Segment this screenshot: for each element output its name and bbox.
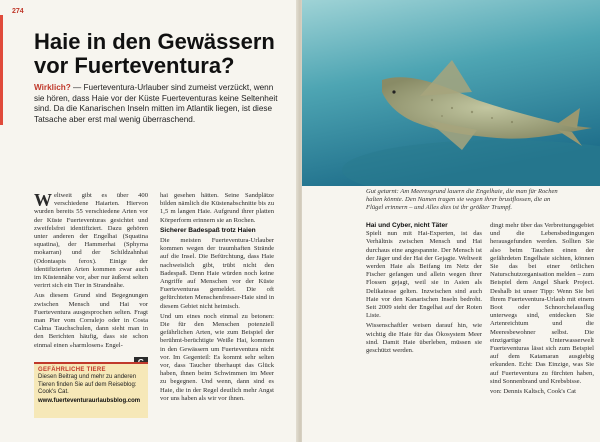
body-column-2: [160, 192, 274, 432]
body-column-3: [366, 222, 482, 432]
paragraph: Wissenschaftler weisen darauf hin, wie wichtig die Haie für das Ökosystem Meer sind. Damit Haie überleben, müssen sie geschützt werden.: [366, 322, 482, 355]
paragraph: Und um eines noch einmal zu betonen: Die für den Menschen potenziell gefährlichen Arten, wie zum Beispiel der berühmt-berüchtigte Weiße Hai, kommen in den Gewässern um Fuerteventura nicht vor. Im Gegenteil: Es kommt sehr selten vor, dass Taucher überhaupt das Glück haben, ihnen beim Schwimmen im Meer zu begegnen. Und wenn, dann sind es Haie, die in der Regel deutlich mehr Angst vor uns haben als wir vor ihnen.: [160, 312, 274, 402]
body-column-4: [490, 222, 594, 432]
author-signature: von: Dennis Kaltsch, Cook's Cat: [490, 388, 576, 396]
paragraph: Spielt nun mit Hai-Experten, ist das Verhältnis zwischen Mensch und Hai durchaus eine angespannte. Der Mensch ist der Jäger und der Hai der Gejagte. Weltweit werden Haie als Beifang im Netz der Fischer gefangen und allein wegen ihrer Flossen gejagt, weil sie in Asien als Delikatesse gelten. Inzwischen sind auch Haie vor den Kanarischen Inseln bedroht. Seit 2009 steht der Engelhai auf der Roten Liste.: [366, 230, 482, 320]
subheading: Hai und Cyber, nicht Täter: [366, 222, 448, 229]
info-box-link[interactable]: www.fuerteventuraurlaubsblog.com: [38, 397, 141, 404]
accent-bar: [0, 15, 3, 125]
paragraph: eltweit gibt es über 400 verschiedene Haiarten. Hiervon wurden bereits 55 verschiedene Arten vor der Küste Fuerteventuras gesichtet und zweifelsfrei identifiziert. Dazu gehören unter anderen der Engelhai (Squatina squatina), der Hammerhai (Sphyrna mokarran) und der Schildzahnhai (Odontaspis ferox). Einige der identifizierten Arten kommen zwar auch im Küstennähe vor, aber nur äußerst selten verirrt sich ein Tier in Strandnähe.: [34, 192, 148, 290]
page-number: 274: [12, 8, 24, 15]
info-box: [34, 362, 148, 418]
lede-text: — Fuerteventura-Urlauber sind zumeist verzückt, wenn sie hören, dass Haie vor der Küste Fuerteventuras keine Seltenheit sind. Da die Kanarischen Inseln mitten im Atlantik liegen, ist diese Tatsache aber erst mal wenig überraschend.: [34, 83, 278, 124]
paragraph: Aus diesem Grund sind Begegnungen zwischen Mensch und Hai vor Fuerteventura ausgesprochen selten. Fragt man Pier vom Corralejo oder in Costa Calma Tauchschulen, dann sieht man in den Berichten häufig, dass sie schon einmal einen »harmlosen« Engel-: [34, 292, 148, 349]
paragraph: dingt mehr über das Verbreitungsgebiet und die Lebensbedingungen herausgefunden werden. Sollten Sie also beim Tauchen einen der gefährdeten Engelhaie sichten, können Sie das bei einer örtlichen Naturschutzorganisation melden – zum Beispiel dem Angel Shark Project. Deshalb ist unser Tipp: Wenn Sie bei Ihrem Fuerteventura-Urlaub mit einem Boot oder Schnorchelausflug unterwegs sind, entdecken Sie Artenreichtum und die Meeresbewohner selbst. Die einzigartige Unterwasserwelt Fuerteventuras lässt sich zum Beispiel auf dem Katamaran ausgiebig erkunden. Echt: Das Einzige, was Sie auf Fuerteventura zu fürchten haben, sind Sonnenbrand und Krebsbisse.: [490, 222, 594, 385]
drop-cap: W: [34, 190, 52, 210]
body-column-1: [34, 192, 148, 357]
lede-kicker: Wirklich?: [34, 83, 71, 92]
article-headline: Haie in den Gewässern vor Fuerteventura?: [34, 29, 275, 78]
photo-caption: Gut getarnt: Am Meeresgrund lauern die Engelhaie, die man für Rochen halten könnte. Den Namen tragen sie wegen ihrer brustflossen, die an Flügel erinnern – und Alles dies ist ihr größter Trumpf.: [366, 188, 558, 211]
paragraph: Die meisten Fuerteventura-Urlauber kommen wegen der traumhaften Strände auf die Insel. Die Befürchtung, dass Haie nachweislich gibt, trübt nicht den Badespaß. Denn Haie würden noch keine Angriffe auf Menschen vor der Küste Fuerteventuras gemeldet. Die oft gefürchteten Menschenfresser-Haie sind in diesem Gebiet nicht heimisch.: [160, 237, 274, 310]
subheading: Sicherer Badespaß trotz Haien: [160, 226, 256, 234]
angel-shark-photo: [302, 0, 600, 186]
paragraph: hai gesehen hätten. Seine Sandplätze bilden nämlich die Küstenabschnitte bis zu 1,5 m langen Haie. Aufgrund ihrer platten Körperform erinnern sie an Rochen.: [160, 192, 274, 224]
info-box-title: GEFÄHRLICHE TIERE: [38, 367, 106, 373]
underwater-image: [302, 0, 600, 186]
article-lede: [34, 83, 284, 125]
info-box-text: Diesen Beitrag und mehr zu anderen Tieren finden Sie auf dem Reiseblog: Cook's Cat.: [38, 374, 137, 395]
right-page: [302, 0, 600, 442]
left-page: [0, 0, 298, 442]
